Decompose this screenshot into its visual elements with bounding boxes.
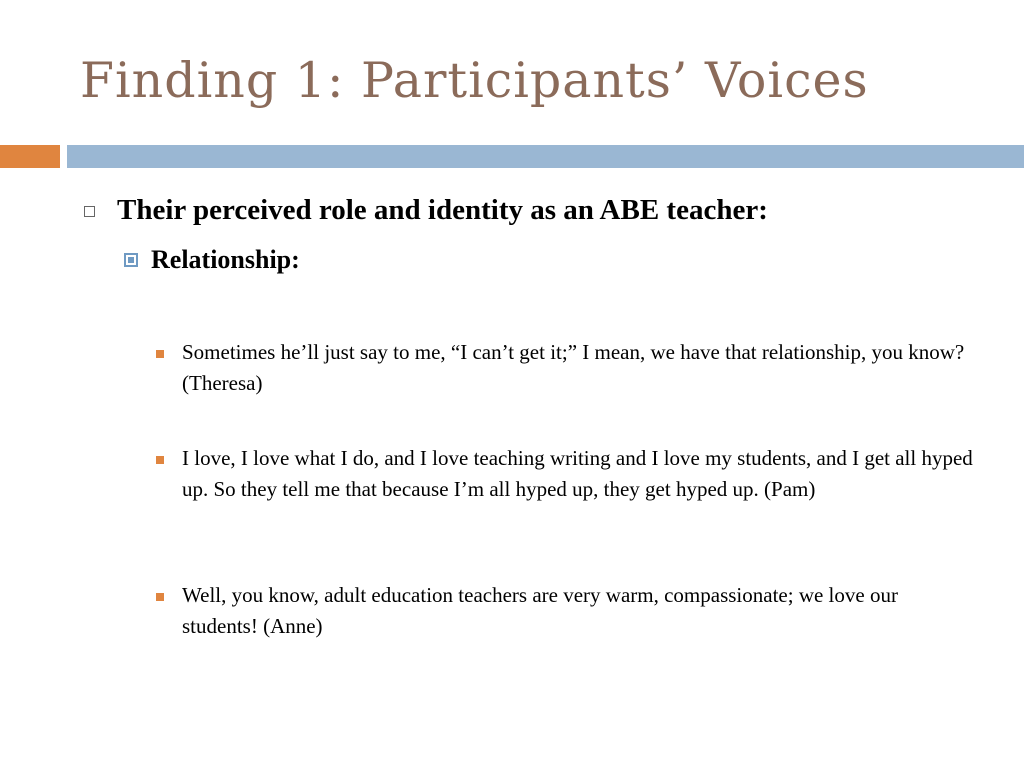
- quote-text: Well, you know, adult education teachers are very warm, compassionate; we love our students! (Anne): [182, 583, 898, 638]
- hollow-square-bullet-icon: [84, 206, 95, 217]
- bullet-level1-text: Their perceived role and identity as an ABE teacher:: [117, 194, 768, 226]
- title-divider-orange: [0, 145, 60, 168]
- blue-square-bullet-icon: [124, 253, 138, 267]
- orange-square-bullet-icon: [156, 350, 164, 358]
- quote-item: [156, 446, 976, 505]
- title-divider-blue: [67, 145, 1024, 168]
- bullet-level2: [124, 245, 300, 275]
- bullet-level1: [84, 194, 768, 227]
- slide-title: Finding 1: Participants’ Voices: [80, 52, 869, 109]
- orange-square-bullet-icon: [156, 456, 164, 464]
- quote-item: [156, 583, 976, 642]
- quote-text: Sometimes he’ll just say to me, “I can’t get it;” I mean, we have that relationship, you know?(Theresa): [182, 340, 965, 395]
- quote-item: [156, 340, 976, 399]
- quote-text: I love, I love what I do, and I love teaching writing and I love my students, and I get all hyped up. So they tell me that because I’m all hyped up, they get hyped up. (Pam): [182, 446, 973, 501]
- bullet-level2-text: Relationship:: [151, 245, 300, 274]
- orange-square-bullet-icon: [156, 593, 164, 601]
